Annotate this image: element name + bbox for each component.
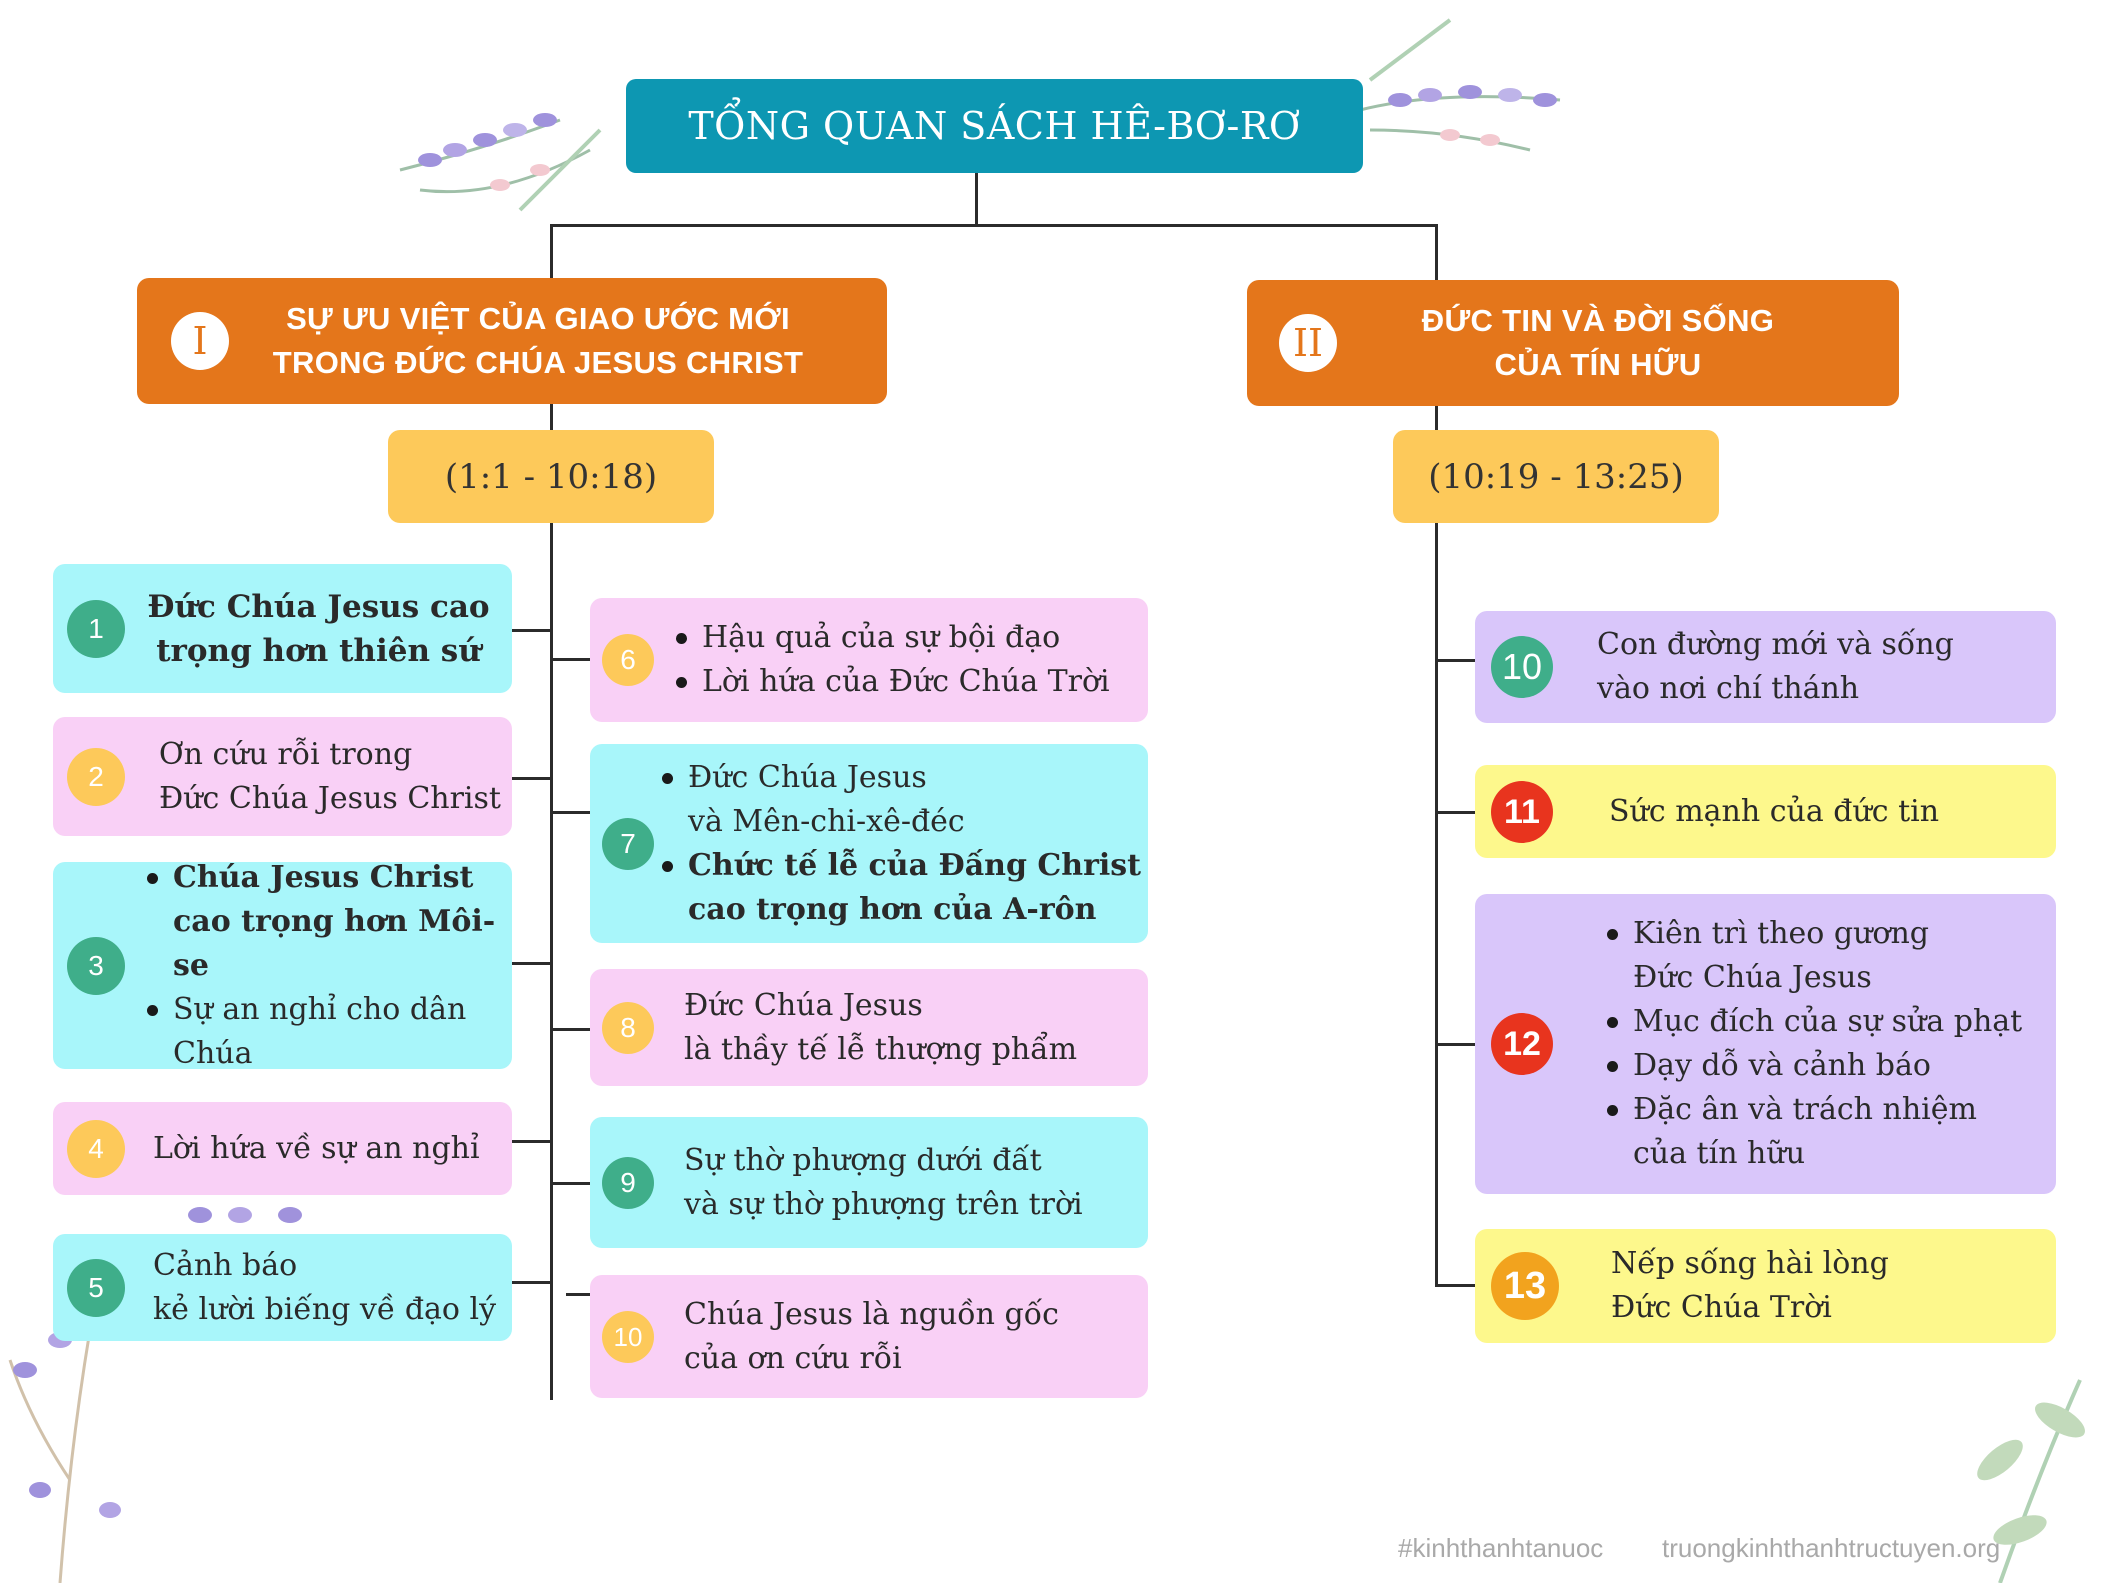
- section-header-2: [1247, 280, 1899, 406]
- connector: [550, 224, 553, 280]
- bullet-item: Chức tế lễ của Đấng Christ cao trọng hơn của A-rôn: [658, 844, 1141, 932]
- topic-box-12: [1475, 894, 2056, 1194]
- connector: [550, 1182, 590, 1185]
- topic-bullets: [654, 756, 1141, 932]
- bullet-item: Sự an nghỉ cho dân Chúa: [143, 988, 512, 1076]
- connector: [512, 1281, 552, 1284]
- number-badge: 6: [602, 634, 654, 686]
- topic-text: Ơn cứu rỗi trong Đức Chúa Jesus Christ: [159, 736, 501, 816]
- bullet-item: Mục đích của sự sửa phạt: [1603, 1000, 2022, 1044]
- topic-box-6: [590, 598, 1148, 722]
- bullet-item: Chúa Jesus Christ cao trọng hơn Môi-se: [143, 856, 512, 988]
- topic-box-7: [590, 744, 1148, 943]
- number-badge: 12: [1491, 1013, 1553, 1075]
- connector: [550, 403, 553, 433]
- topic-text: Con đường mới và sống vào nơi chí thánh: [1597, 627, 1954, 706]
- topic-text: Sự thờ phượng dưới đất và sự thờ phượng trên trời: [684, 1142, 1083, 1222]
- topic-box-9: [590, 1117, 1148, 1248]
- topic-bullets: [1553, 912, 2022, 1176]
- connector: [550, 224, 1437, 227]
- connector: [1435, 1284, 1475, 1287]
- section-header-1: [137, 278, 887, 404]
- number-badge: 1: [67, 600, 125, 658]
- topic-box-10: [590, 1275, 1148, 1398]
- topic-box-4: [53, 1102, 512, 1195]
- number-badge: 7: [602, 818, 654, 870]
- connector: [1435, 403, 1438, 433]
- topic-bullets: [654, 616, 1110, 704]
- topic-bullets: [125, 856, 512, 1076]
- page-title: TỔNG QUAN SÁCH HÊ-BƠ-RƠ: [626, 79, 1363, 173]
- topic-box-8: [590, 969, 1148, 1086]
- footer-website[interactable]: truongkinhthanhtructuyen.org: [1662, 1533, 2001, 1563]
- section-title: ĐỨC TIN VÀ ĐỜI SỐNG CỦA TÍN HỮU: [1421, 303, 1775, 382]
- connector: [512, 629, 552, 632]
- section-range-2: (10:19 - 13:25): [1393, 430, 1719, 523]
- roman-numeral-badge: II: [1279, 314, 1337, 372]
- topic-text: Đức Chúa Jesus là thầy tế lễ thượng phẩm: [684, 987, 1078, 1067]
- topic-box-2: [53, 717, 512, 836]
- bullet-item: Dạy dỗ và cảnh báo: [1603, 1044, 2022, 1088]
- connector: [512, 962, 552, 965]
- topic-text: Sức mạnh của đức tin: [1609, 793, 1940, 829]
- number-badge: 13: [1491, 1252, 1559, 1320]
- connector: [1435, 522, 1438, 1287]
- number-badge: 5: [67, 1259, 125, 1317]
- connector: [512, 1140, 552, 1143]
- section-title: SỰ ƯU VIỆT CỦA GIAO ƯỚC MỚI TRONG ĐỨC CHÚA JESUS CHRIST: [272, 301, 804, 380]
- connector: [1435, 224, 1438, 280]
- topic-box-13: [1475, 1229, 2056, 1343]
- section-range-1: (1:1 - 10:18): [388, 430, 714, 523]
- connector: [550, 522, 553, 1400]
- topic-box-5: [53, 1234, 512, 1341]
- connector: [1435, 811, 1475, 814]
- topic-text: Đức Chúa Jesus cao trọng hơn thiên sứ: [147, 588, 490, 669]
- number-badge: 10: [602, 1311, 654, 1363]
- number-badge: 9: [602, 1157, 654, 1209]
- topic-text: Lời hứa về sự an nghỉ: [153, 1130, 480, 1166]
- topic-box-right-10: [1475, 611, 2056, 723]
- connector: [1435, 659, 1475, 662]
- footer-hashtag: #kinhthanhtanuoc: [1398, 1533, 1604, 1563]
- number-badge: 4: [67, 1120, 125, 1178]
- connector: [550, 658, 590, 661]
- connector: [512, 777, 552, 780]
- topic-text: Nếp sống hài lòng Đức Chúa Trời: [1611, 1246, 1889, 1325]
- topic-text: Chúa Jesus là nguồn gốc của ơn cứu rỗi: [684, 1296, 1059, 1376]
- bullet-item: Hậu quả của sự bội đạo: [672, 616, 1110, 660]
- number-badge: 3: [67, 937, 125, 995]
- topic-box-11: [1475, 765, 2056, 858]
- number-badge: 8: [602, 1002, 654, 1054]
- topic-box-3: [53, 859, 512, 1071]
- bullet-item: Đặc ân và trách nhiệm của tín hữu: [1603, 1088, 2022, 1176]
- connector: [1435, 1043, 1475, 1046]
- number-badge: 11: [1491, 781, 1553, 843]
- bullet-item: Lời hứa của Đức Chúa Trời: [672, 660, 1110, 704]
- connector: [975, 173, 978, 226]
- topic-box-1: [53, 564, 512, 693]
- topic-text: Cảnh báo kẻ lười biếng về đạo lý: [153, 1247, 497, 1327]
- bullet-item: Kiên trì theo gương Đức Chúa Jesus: [1603, 912, 2022, 1000]
- number-badge: 10: [1491, 636, 1553, 698]
- connector: [550, 1028, 590, 1031]
- roman-numeral-badge: I: [171, 312, 229, 370]
- connector: [550, 811, 590, 814]
- bullet-item: Đức Chúa Jesus và Mên-chi-xê-đéc: [658, 756, 1141, 844]
- number-badge: 2: [67, 748, 125, 806]
